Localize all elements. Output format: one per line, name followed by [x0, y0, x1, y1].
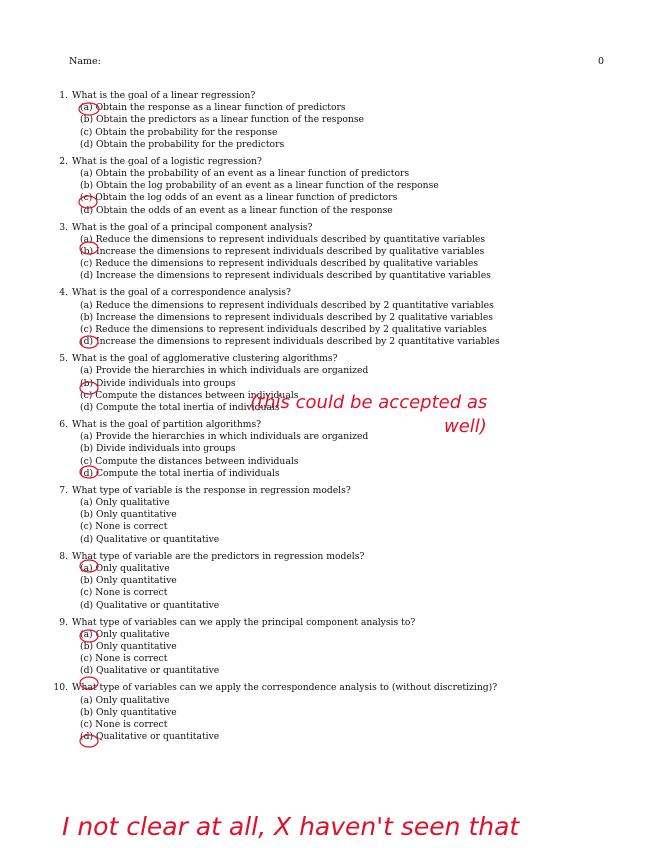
- answer-option: (b) Obtain the predictors as a linear function of the response: [80, 114, 364, 126]
- answer-circle-q7: [80, 560, 98, 572]
- answer-option: (b) Only quantitative: [80, 509, 177, 521]
- handwritten-comment-q5-cont: well): [444, 416, 487, 437]
- answer-option: (b) Divide individuals into groups: [80, 377, 236, 389]
- question-text: What type of variable is the response in regression models?: [72, 484, 351, 496]
- answer-option: (a) Reduce the dimensions to represent individuals described by 2 quantitative variables: [80, 299, 494, 311]
- question-text: What is the goal of a logistic regression?: [72, 155, 262, 167]
- question-text: What type of variables can we apply the principal component analysis to?: [72, 616, 416, 628]
- question-text: What is the goal of partition algorithms?: [72, 419, 262, 431]
- answer-option: (a) Reduce the dimensions to represent individuals described by quantitative variables: [80, 233, 486, 245]
- answer-circle-q5: [80, 382, 98, 394]
- answer-option: (b) Only quantitative: [80, 640, 177, 652]
- question-text: What is the goal of a principal component analysis?: [72, 221, 313, 233]
- answer-option: (a) Obtain the response as a linear function of predictors: [80, 102, 346, 114]
- question-text: What is the goal of agglomerative clustering algorithms?: [72, 353, 338, 365]
- answer-option: (d) Obtain the odds of an event as a linear function of the response: [80, 204, 393, 216]
- question-number: 4.: [59, 287, 68, 299]
- answer-option: (d) Qualitative or quantitative: [80, 731, 220, 743]
- question-number: 5.: [59, 353, 68, 365]
- question-number: 8.: [59, 550, 68, 562]
- answer-option: (a) Only qualitative: [80, 694, 170, 706]
- answer-option: (d) Increase the dimensions to represent individuals described by 2 quantitative variables: [80, 336, 500, 348]
- answer-option: (c) Obtain the probability for the response: [80, 126, 278, 138]
- answer-option: (b) Divide individuals into groups: [80, 443, 236, 455]
- answer-option: (c) Compute the distances between individuals: [80, 455, 299, 467]
- answer-option: (d) Qualitative or quantitative: [80, 533, 220, 545]
- answer-circle-q8: [80, 630, 98, 642]
- question-text: What is the goal of a correspondence analysis?: [72, 287, 291, 299]
- answer-circle-q4: [80, 336, 98, 348]
- answer-option: (d) Compute the total inertia of individuals: [80, 402, 280, 414]
- question-number: 6.: [59, 419, 68, 431]
- answer-circle-q1: [79, 103, 99, 115]
- question-text: What is the goal of a linear regression?: [72, 90, 256, 101]
- answer-option: (a) Provide the hierarchies in which individuals are organized: [80, 365, 369, 377]
- answer-option: (d) Qualitative or quantitative: [80, 665, 220, 677]
- question-number: 2.: [59, 155, 68, 167]
- answer-option: (b) Only quantitative: [80, 575, 177, 587]
- answer-option: (d) Qualitative or quantitative: [80, 599, 220, 611]
- answer-option: (a) Only qualitative: [80, 562, 170, 574]
- page-number: 0: [597, 56, 604, 67]
- answer-circle-q3: [80, 242, 98, 254]
- answer-circle-q2: [79, 196, 97, 208]
- answer-option: (c) None is correct: [80, 587, 168, 599]
- question-number: 7.: [59, 484, 68, 496]
- answer-option: (c) None is correct: [80, 521, 168, 533]
- answer-option: (c) Compute the distances between individuals: [80, 389, 299, 401]
- question-number: 9.: [59, 616, 68, 628]
- question-number: 3.: [59, 221, 68, 233]
- answer-option: (c) Reduce the dimensions to represent individuals described by qualitative variables: [80, 258, 479, 270]
- answer-circle-q6: [80, 466, 98, 478]
- handwritten-comment-bottom: I not clear at all, X haven't seen that: [62, 812, 520, 841]
- answer-option: (a) Provide the hierarchies in which individuals are organized: [80, 431, 369, 443]
- question-text: What type of variable are the predictors in regression models?: [72, 550, 365, 562]
- answer-option: (c) None is correct: [80, 653, 168, 665]
- answer-option: (a) Obtain the probability of an event as a linear function of predictors: [80, 168, 410, 180]
- answer-circle-q9: [80, 677, 98, 689]
- question-text: What type of variables can we apply the correspondence analysis to (without discretizing)?: [72, 682, 498, 694]
- question-number: 10.: [53, 682, 68, 694]
- answer-option: (b) Increase the dimensions to represent individuals described by 2 qualitative variables: [80, 311, 493, 323]
- answer-option: (c) None is correct: [80, 718, 168, 730]
- name-label: Name:: [69, 56, 101, 67]
- answer-option: (c) Reduce the dimensions to represent individuals described by 2 qualitative variables: [80, 324, 487, 336]
- answer-circle-q10: [80, 735, 98, 747]
- answer-option: (a) Only qualitative: [80, 497, 170, 509]
- answer-option: (c) Obtain the log odds of an event as a linear function of predictors: [80, 192, 398, 204]
- answer-option: (b) Obtain the log probability of an event as a linear function of the response: [80, 180, 439, 192]
- answer-option: (d) Compute the total inertia of individuals: [80, 467, 280, 479]
- question-number: 1.: [59, 90, 68, 101]
- handwritten-comment-q5: (this could be accepted as: [250, 392, 488, 413]
- answer-option: (d) Increase the dimensions to represent individuals described by quantitative variables: [80, 270, 491, 282]
- answer-option: (a) Only qualitative: [80, 628, 170, 640]
- answer-option: (d) Obtain the probability for the predictors: [80, 138, 285, 150]
- answer-option: (b) Only quantitative: [80, 706, 177, 718]
- answer-option: (b) Increase the dimensions to represent individuals described by qualitative variables: [80, 246, 485, 258]
